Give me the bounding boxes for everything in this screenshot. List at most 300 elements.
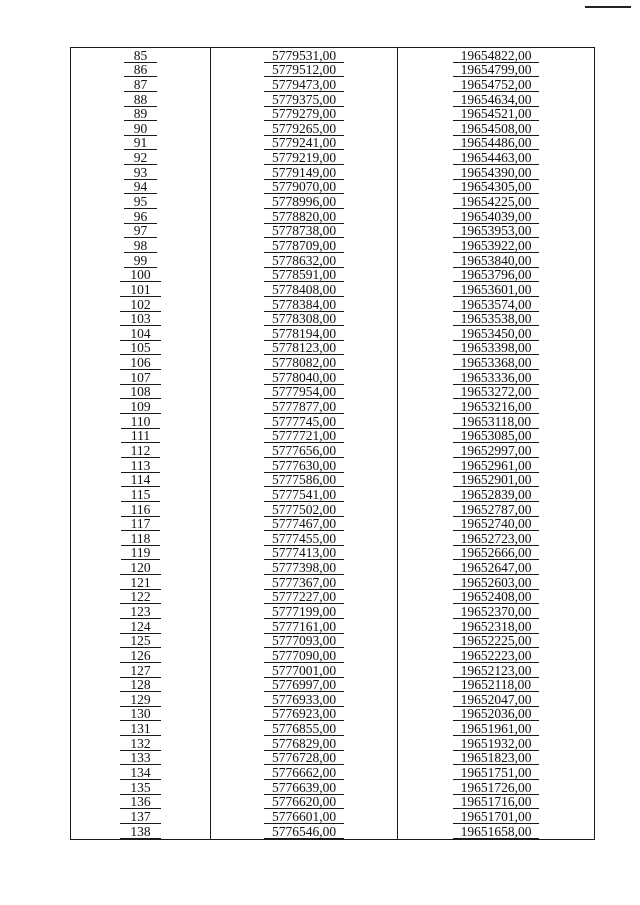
x-coordinate-cell <box>211 678 398 693</box>
x-coordinate-cell <box>211 399 398 414</box>
point-number-cell <box>71 165 211 180</box>
x-coordinate-cell <box>211 546 398 561</box>
y-coordinate: 19652740,00 <box>453 517 540 531</box>
y-coordinate-cell <box>398 809 595 824</box>
table-row <box>71 678 595 693</box>
point-number: 97 <box>124 224 158 238</box>
point-number-cell <box>71 707 211 722</box>
y-coordinate-cell <box>398 824 595 839</box>
x-coordinate: 5777093,00 <box>264 634 344 648</box>
x-coordinate: 5779531,00 <box>264 49 344 63</box>
x-coordinate: 5779219,00 <box>264 151 344 165</box>
x-coordinate-cell <box>211 663 398 678</box>
table-row <box>71 458 595 473</box>
x-coordinate: 5776728,00 <box>264 751 344 765</box>
y-coordinate: 19654634,00 <box>453 93 540 107</box>
x-coordinate: 5779473,00 <box>264 78 344 92</box>
point-number-cell <box>71 209 211 224</box>
x-coordinate-cell <box>211 209 398 224</box>
table-row <box>71 604 595 619</box>
x-coordinate: 5776997,00 <box>264 678 344 692</box>
y-coordinate: 19653118,00 <box>453 415 539 429</box>
x-coordinate: 5778709,00 <box>264 239 344 253</box>
x-coordinate: 5776855,00 <box>264 722 344 736</box>
x-coordinate-cell <box>211 531 398 546</box>
x-coordinate: 5776662,00 <box>264 766 344 780</box>
x-coordinate: 5777656,00 <box>264 444 344 458</box>
x-coordinate-cell <box>211 268 398 283</box>
point-number: 86 <box>124 63 158 77</box>
point-number-cell <box>71 663 211 678</box>
y-coordinate: 19651701,00 <box>453 810 540 824</box>
y-coordinate: 19654463,00 <box>453 151 540 165</box>
y-coordinate: 19653216,00 <box>453 400 540 414</box>
point-number-cell <box>71 546 211 561</box>
point-number: 134 <box>120 766 160 780</box>
point-number-cell <box>71 560 211 575</box>
x-coordinate-cell <box>211 809 398 824</box>
table-row <box>71 180 595 195</box>
point-number: 107 <box>120 371 160 385</box>
point-number-cell <box>71 253 211 268</box>
x-coordinate-cell <box>211 238 398 253</box>
table-row <box>71 765 595 780</box>
y-coordinate-cell <box>398 531 595 546</box>
x-coordinate: 5778040,00 <box>264 371 344 385</box>
y-coordinate: 19652223,00 <box>453 649 540 663</box>
table-row <box>71 619 595 634</box>
y-coordinate: 19652370,00 <box>453 605 540 619</box>
x-coordinate: 5776933,00 <box>264 693 344 707</box>
point-number-cell <box>71 107 211 122</box>
x-coordinate: 5778408,00 <box>264 283 344 297</box>
point-number-cell <box>71 590 211 605</box>
point-number: 131 <box>120 722 160 736</box>
point-number: 85 <box>124 49 158 63</box>
point-number-cell <box>71 63 211 78</box>
y-coordinate: 19652961,00 <box>453 459 540 473</box>
point-number: 95 <box>124 195 158 209</box>
point-number-cell <box>71 619 211 634</box>
point-number-cell <box>71 575 211 590</box>
y-coordinate-cell <box>398 473 595 488</box>
point-number: 113 <box>121 459 161 473</box>
table-row <box>71 590 595 605</box>
table-row <box>71 663 595 678</box>
y-coordinate: 19652787,00 <box>453 503 540 517</box>
x-coordinate-cell <box>211 165 398 180</box>
table-row <box>71 92 595 107</box>
x-coordinate-cell <box>211 341 398 356</box>
point-number-cell <box>71 92 211 107</box>
x-coordinate-cell <box>211 751 398 766</box>
table-row <box>71 63 595 78</box>
y-coordinate-cell <box>398 795 595 810</box>
point-number-cell <box>71 282 211 297</box>
point-number: 89 <box>124 107 158 121</box>
x-coordinate-cell <box>211 473 398 488</box>
table-row <box>71 355 595 370</box>
point-number: 87 <box>124 78 158 92</box>
y-coordinate-cell <box>398 648 595 663</box>
x-coordinate-cell <box>211 63 398 78</box>
y-coordinate-cell <box>398 385 595 400</box>
x-coordinate-cell <box>211 92 398 107</box>
y-coordinate-cell <box>398 150 595 165</box>
x-coordinate: 5778123,00 <box>264 341 344 355</box>
x-coordinate-cell <box>211 326 398 341</box>
table-row <box>71 121 595 136</box>
y-coordinate: 19652318,00 <box>453 620 540 634</box>
y-coordinate-cell <box>398 487 595 502</box>
x-coordinate: 5776546,00 <box>264 825 344 839</box>
point-number-cell <box>71 385 211 400</box>
y-coordinate: 19651823,00 <box>453 751 540 765</box>
y-coordinate-cell <box>398 341 595 356</box>
x-coordinate: 5776829,00 <box>264 737 344 751</box>
y-coordinate-cell <box>398 663 595 678</box>
point-number: 136 <box>120 795 160 809</box>
y-coordinate: 19653398,00 <box>453 341 540 355</box>
point-number: 119 <box>121 546 161 560</box>
table-row <box>71 809 595 824</box>
x-coordinate-cell <box>211 502 398 517</box>
y-coordinate: 19651751,00 <box>453 766 540 780</box>
y-coordinate: 19652839,00 <box>453 488 540 502</box>
point-number-cell <box>71 399 211 414</box>
point-number-cell <box>71 502 211 517</box>
point-number: 94 <box>124 180 158 194</box>
x-coordinate-cell <box>211 150 398 165</box>
y-coordinate-cell <box>398 326 595 341</box>
point-number-cell <box>71 238 211 253</box>
y-coordinate-cell <box>398 355 595 370</box>
table-row <box>71 692 595 707</box>
x-coordinate: 5777413,00 <box>264 546 344 560</box>
table-row <box>71 107 595 122</box>
point-number: 92 <box>124 151 158 165</box>
y-coordinate-cell <box>398 312 595 327</box>
point-number-cell <box>71 268 211 283</box>
table-row <box>71 238 595 253</box>
y-coordinate-cell <box>398 443 595 458</box>
x-coordinate-cell <box>211 795 398 810</box>
point-number: 128 <box>120 678 160 692</box>
x-coordinate: 5778082,00 <box>264 356 344 370</box>
y-coordinate: 19653368,00 <box>453 356 540 370</box>
y-coordinate-cell <box>398 268 595 283</box>
y-coordinate: 19651716,00 <box>453 795 540 809</box>
y-coordinate-cell <box>398 370 595 385</box>
y-coordinate: 19653922,00 <box>453 239 540 253</box>
point-number-cell <box>71 692 211 707</box>
point-number-cell <box>71 517 211 532</box>
x-coordinate-cell <box>211 180 398 195</box>
y-coordinate-cell <box>398 707 595 722</box>
y-coordinate: 19654799,00 <box>453 63 540 77</box>
y-coordinate: 19651726,00 <box>453 781 540 795</box>
point-number: 103 <box>120 312 160 326</box>
table-row <box>71 751 595 766</box>
point-number: 102 <box>120 298 160 312</box>
table-row <box>71 209 595 224</box>
point-number: 122 <box>120 590 160 604</box>
point-number: 137 <box>120 810 160 824</box>
point-number-cell <box>71 326 211 341</box>
y-coordinate: 19653601,00 <box>453 283 540 297</box>
x-coordinate: 5778308,00 <box>264 312 344 326</box>
y-coordinate: 19652036,00 <box>453 707 540 721</box>
x-coordinate: 5777161,00 <box>264 620 344 634</box>
y-coordinate: 19654486,00 <box>453 136 540 150</box>
point-number-cell <box>71 150 211 165</box>
y-coordinate-cell <box>398 92 595 107</box>
point-number-cell <box>71 809 211 824</box>
point-number: 114 <box>121 473 161 487</box>
x-coordinate-cell <box>211 136 398 151</box>
point-number: 117 <box>121 517 161 531</box>
point-number-cell <box>71 194 211 209</box>
y-coordinate: 19652997,00 <box>453 444 540 458</box>
point-number: 91 <box>124 136 158 150</box>
y-coordinate: 19652123,00 <box>453 664 540 678</box>
x-coordinate: 5778384,00 <box>264 298 344 312</box>
point-number-cell <box>71 721 211 736</box>
point-number: 118 <box>121 532 161 546</box>
table-row <box>71 502 595 517</box>
x-coordinate-cell <box>211 414 398 429</box>
x-coordinate-cell <box>211 575 398 590</box>
x-coordinate-cell <box>211 48 398 63</box>
point-number-cell <box>71 458 211 473</box>
x-coordinate-cell <box>211 253 398 268</box>
y-coordinate: 19652225,00 <box>453 634 540 648</box>
x-coordinate-cell <box>211 355 398 370</box>
point-number-cell <box>71 765 211 780</box>
table-row <box>71 399 595 414</box>
x-coordinate-cell <box>211 560 398 575</box>
y-coordinate-cell <box>398 590 595 605</box>
y-coordinate-cell <box>398 282 595 297</box>
y-coordinate-cell <box>398 224 595 239</box>
point-number-cell <box>71 824 211 839</box>
x-coordinate-cell <box>211 487 398 502</box>
point-number: 124 <box>120 620 160 634</box>
table-row <box>71 414 595 429</box>
x-coordinate: 5779241,00 <box>264 136 344 150</box>
x-coordinate: 5779070,00 <box>264 180 344 194</box>
point-number: 130 <box>120 707 160 721</box>
point-number: 125 <box>120 634 160 648</box>
point-number: 93 <box>124 166 158 180</box>
x-coordinate-cell <box>211 107 398 122</box>
x-coordinate-cell <box>211 590 398 605</box>
table-row <box>71 560 595 575</box>
y-coordinate-cell <box>398 48 595 63</box>
table-row <box>71 780 595 795</box>
y-coordinate-cell <box>398 765 595 780</box>
x-coordinate: 5777954,00 <box>264 385 344 399</box>
y-coordinate: 19653450,00 <box>453 327 540 341</box>
y-coordinate-cell <box>398 604 595 619</box>
x-coordinate-cell <box>211 619 398 634</box>
y-coordinate: 19652723,00 <box>453 532 540 546</box>
y-coordinate-cell <box>398 502 595 517</box>
x-coordinate-cell <box>211 77 398 92</box>
point-number: 120 <box>120 561 160 575</box>
table-row <box>71 546 595 561</box>
y-coordinate-cell <box>398 63 595 78</box>
x-coordinate-cell <box>211 224 398 239</box>
point-number: 129 <box>120 693 160 707</box>
point-number-cell <box>71 648 211 663</box>
point-number-cell <box>71 370 211 385</box>
point-number: 121 <box>120 576 160 590</box>
table-row <box>71 326 595 341</box>
x-coordinate-cell <box>211 780 398 795</box>
point-number-cell <box>71 297 211 312</box>
y-coordinate: 19653953,00 <box>453 224 540 238</box>
table-row <box>71 136 595 151</box>
y-coordinate-cell <box>398 399 595 414</box>
point-number: 108 <box>120 385 160 399</box>
point-number-cell <box>71 780 211 795</box>
point-number-cell <box>71 136 211 151</box>
y-coordinate: 19652901,00 <box>453 473 540 487</box>
y-coordinate: 19654508,00 <box>453 122 540 136</box>
x-coordinate: 5778194,00 <box>264 327 344 341</box>
point-number-cell <box>71 795 211 810</box>
y-coordinate: 19651658,00 <box>453 825 540 839</box>
point-number: 127 <box>120 664 160 678</box>
x-coordinate-cell <box>211 194 398 209</box>
x-coordinate: 5779375,00 <box>264 93 344 107</box>
table-row <box>71 312 595 327</box>
table-row <box>71 224 595 239</box>
y-coordinate-cell <box>398 517 595 532</box>
x-coordinate-cell <box>211 824 398 839</box>
y-coordinate-cell <box>398 121 595 136</box>
point-number: 138 <box>120 825 160 839</box>
table-row <box>71 634 595 649</box>
table-row <box>71 385 595 400</box>
point-number-cell <box>71 355 211 370</box>
y-coordinate-cell <box>398 634 595 649</box>
point-number: 96 <box>124 210 158 224</box>
point-number: 88 <box>124 93 158 107</box>
point-number-cell <box>71 736 211 751</box>
point-number: 109 <box>120 400 160 414</box>
point-number-cell <box>71 341 211 356</box>
point-number-cell <box>71 604 211 619</box>
table-row <box>71 721 595 736</box>
table-row <box>71 429 595 444</box>
table-row <box>71 648 595 663</box>
point-number-cell <box>71 312 211 327</box>
y-coordinate: 19651932,00 <box>453 737 540 751</box>
table-row <box>71 77 595 92</box>
y-coordinate: 19652118,00 <box>453 678 539 692</box>
y-coordinate: 19652603,00 <box>453 576 540 590</box>
x-coordinate-cell <box>211 707 398 722</box>
y-coordinate: 19653840,00 <box>453 254 540 268</box>
y-coordinate: 19653085,00 <box>453 429 540 443</box>
point-number: 123 <box>120 605 160 619</box>
x-coordinate-cell <box>211 765 398 780</box>
point-number: 132 <box>120 737 160 751</box>
table-row <box>71 707 595 722</box>
x-coordinate-cell <box>211 736 398 751</box>
point-number: 98 <box>124 239 158 253</box>
point-number: 101 <box>120 283 160 297</box>
y-coordinate: 19654822,00 <box>453 49 540 63</box>
x-coordinate: 5779149,00 <box>264 166 344 180</box>
table-row <box>71 268 595 283</box>
y-coordinate-cell <box>398 751 595 766</box>
y-coordinate-cell <box>398 780 595 795</box>
x-coordinate: 5778632,00 <box>264 254 344 268</box>
y-coordinate-cell <box>398 721 595 736</box>
y-coordinate: 19652647,00 <box>453 561 540 575</box>
x-coordinate: 5776639,00 <box>264 781 344 795</box>
point-number-cell <box>71 487 211 502</box>
point-number-cell <box>71 678 211 693</box>
x-coordinate: 5779265,00 <box>264 122 344 136</box>
x-coordinate: 5777877,00 <box>264 400 344 414</box>
y-coordinate-cell <box>398 678 595 693</box>
y-coordinate: 19652047,00 <box>453 693 540 707</box>
x-coordinate-cell <box>211 121 398 136</box>
x-coordinate: 5778996,00 <box>264 195 344 209</box>
x-coordinate: 5777721,00 <box>264 429 344 443</box>
y-coordinate: 19653796,00 <box>453 268 540 282</box>
point-number-cell <box>71 414 211 429</box>
point-number-cell <box>71 531 211 546</box>
table-row <box>71 48 595 63</box>
x-coordinate: 5778820,00 <box>264 210 344 224</box>
x-coordinate-cell <box>211 312 398 327</box>
y-coordinate: 19654305,00 <box>453 180 540 194</box>
x-coordinate: 5777090,00 <box>264 649 344 663</box>
x-coordinate: 5777467,00 <box>264 517 344 531</box>
table-row <box>71 487 595 502</box>
table-row <box>71 575 595 590</box>
y-coordinate-cell <box>398 692 595 707</box>
table-row <box>71 517 595 532</box>
y-coordinate-cell <box>398 77 595 92</box>
y-coordinate-cell <box>398 736 595 751</box>
table-row <box>71 165 595 180</box>
x-coordinate: 5777367,00 <box>264 576 344 590</box>
point-number: 133 <box>120 751 160 765</box>
point-number-cell <box>71 443 211 458</box>
y-coordinate-cell <box>398 194 595 209</box>
x-coordinate-cell <box>211 648 398 663</box>
x-coordinate-cell <box>211 692 398 707</box>
point-number: 104 <box>120 327 160 341</box>
table-row <box>71 795 595 810</box>
x-coordinate: 5777199,00 <box>264 605 344 619</box>
x-coordinate-cell <box>211 385 398 400</box>
y-coordinate: 19654390,00 <box>453 166 540 180</box>
y-coordinate-cell <box>398 253 595 268</box>
point-number: 106 <box>120 356 160 370</box>
x-coordinate: 5779512,00 <box>264 63 344 77</box>
point-number: 112 <box>121 444 161 458</box>
point-number: 105 <box>120 341 160 355</box>
y-coordinate-cell <box>398 546 595 561</box>
y-coordinate-cell <box>398 238 595 253</box>
